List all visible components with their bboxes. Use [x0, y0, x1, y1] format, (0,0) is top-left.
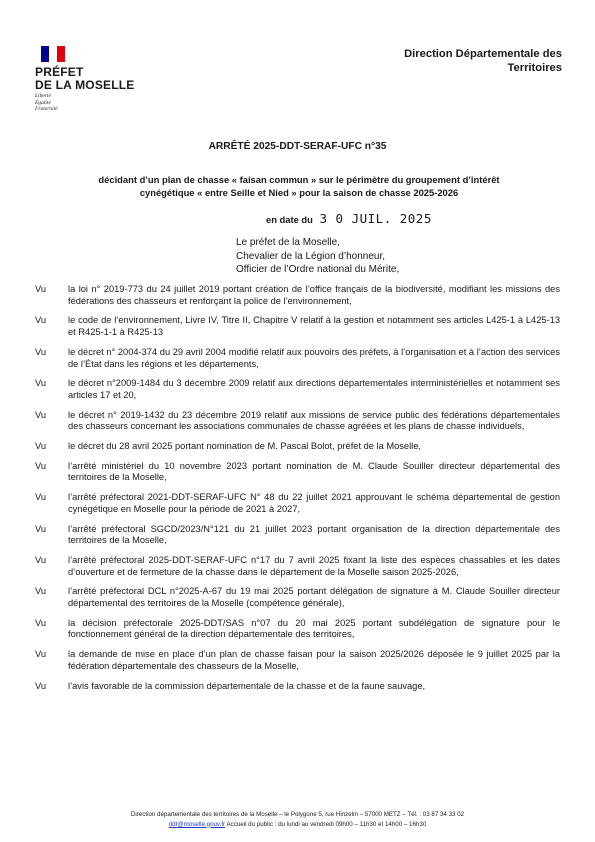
vu-item [35, 378, 560, 401]
footer-contact [0, 820, 595, 830]
footer-hours: Accueil du public : du lundi au vendredi 09h00 – 11h30 et 14h00 – 16h30 [226, 820, 427, 828]
vu-label: Vu [35, 409, 47, 420]
motto-egalite: Égalité [35, 99, 51, 106]
arrete-subject [64, 174, 534, 199]
vu-text: le décret n° 2019-1432 du 23 décembre 2019 relatif aux missions de service public des fédérations départementales des chasseurs concernant les associations communales de chasse agréées et les plans de chasse individuels, [68, 409, 560, 432]
vu-text: la demande de mise en place d’un plan de chasse faisan pour la saison 2025/2026 déposée le 9 juillet 2025 par la fédération départementale des chasseurs de la Moselle, [68, 649, 560, 671]
vu-item [35, 441, 560, 453]
vu-label: Vu [35, 492, 47, 503]
vu-text: le décret n° 2004-374 du 29 avril 2004 modifié relatif aux pouvoirs des préfets, à l’organisation et à l’action des services de l’État dans les régions et les départements, [68, 346, 560, 369]
vu-text: l’arrêté ministériel du 10 novembre 2023 portant nomination de M. Claude Souiller directeur départemental des territoires de la Moselle, [68, 460, 560, 483]
vu-item [35, 315, 560, 338]
vu-label: Vu [35, 523, 47, 534]
direction-line-2: Territoires [507, 61, 562, 74]
prefect-line-2: Chevalier de la Légion d’honneur, [236, 250, 385, 262]
vu-item [35, 618, 560, 641]
motto-liberte: Liberté [35, 93, 51, 99]
vu-item [35, 555, 560, 578]
vu-item [35, 284, 560, 307]
footer-address: Direction départementale des territoires de la Moselle – le Polygone 5, rue Hinzelin – 57000 METZ – Tél. : 03 87 34 33 02 [130, 811, 465, 818]
motto-fraternite: Fraternité [35, 106, 58, 112]
vu-item [35, 681, 560, 693]
vu-label: Vu [35, 617, 47, 628]
footer [0, 810, 595, 829]
vu-item [35, 410, 560, 433]
issuing-direction [342, 48, 562, 75]
arrete-date [266, 211, 432, 226]
vu-text: l’arrêté préfectoral SGCD/2023/N°121 du 21 juillet 2023 portant organisation de la direction départementale des territoires de la Moselle, [68, 523, 560, 546]
vu-item [35, 586, 560, 609]
vu-item [35, 492, 560, 515]
vu-label: Vu [35, 586, 47, 597]
vu-item [35, 461, 560, 484]
prefect-line-1: Le préfet de la Moselle, [236, 237, 340, 248]
french-flag-icon [35, 46, 69, 62]
vu-item [35, 524, 560, 547]
vu-text: l’avis favorable de la commission départementale de la chasse et de la faune sauvage, [68, 680, 426, 691]
vu-text: le décret du 28 avril 2025 portant nomination de M. Pascal Bolot, préfet de la Moselle, [68, 441, 421, 452]
date-label: en date du [266, 214, 313, 225]
vu-label: Vu [35, 315, 47, 326]
prefet-line-2: DE LA MOSELLE [35, 77, 135, 92]
prefect-line-3: Officier de l’Ordre national du Mérite, [236, 264, 400, 275]
arrete-title: ARRÊTÉ 2025-DDT-SERAF-UFC n°35 [208, 141, 387, 152]
vu-text: l’arrêté préfectoral 2025-DDT-SERAF-UFC n°17 du 7 avril 2025 fixant la liste des espèces chassables et les dates d’ouverture et de fermeture de la chasse dans le département de la Moselle saison 2025-2026, [68, 554, 560, 577]
vu-text: le décret n°2009-1484 du 3 décembre 2009 relatif aux directions départementales interministérielles et notamment ses articles 17 et 20, [68, 378, 560, 400]
vu-text: l’arrêté préfectoral 2021-DDT-SERAF-UFC N° 48 du 22 juillet 2021 approuvant le schéma départemental de gestion cynégétique en Moselle pour la période de 2021 à 2027, [68, 492, 560, 514]
vu-item [35, 649, 560, 672]
direction-line-1: Direction Départementale des [404, 48, 562, 60]
vu-label: Vu [35, 649, 47, 660]
vu-list [35, 284, 560, 700]
vu-text: la loi n° 2019-773 du 24 juillet 2019 portant création de l’office français de la biodiversité, modifiant les missions des fédérations des chasseurs et renforçant la police de l’environnement, [68, 284, 560, 306]
vu-text: la décision préfectorale 2025-DDT/SAS n°07 du 20 mai 2025 portant subdélégation de signature pour le fonctionnement général de la direction départementale des territoires, [68, 617, 560, 640]
vu-label: Vu [35, 680, 47, 691]
footer-email-link[interactable]: ddt@moselle.gouv.fr [168, 820, 226, 828]
republic-motto [35, 93, 155, 113]
vu-label: Vu [35, 441, 47, 452]
vu-label: Vu [35, 554, 47, 565]
subject-line-2: cynégétique « entre Seille et Nied » pour la saison de chasse 2025-2026 [139, 186, 459, 198]
vu-text: l’arrêté préfectoral DCL n°2025-A-67 du 19 mai 2025 portant délégation de signature à M. Claude Souiller directeur départemental des territoires de la Moselle (compétence générale), [68, 586, 560, 609]
vu-item [35, 347, 560, 370]
vu-label: Vu [35, 378, 47, 389]
subject-line-1: décidant d’un plan de chasse « faisan commun » sur le périmètre du groupement d’intérêt [98, 174, 500, 185]
prefet-logo [35, 46, 155, 113]
vu-text: le code de l’environnement, Livre IV, Titre II, Chapitre V relatif à la gestion et notamment ses articles L425-1 à L425-13 et R425-1-1 à R425-13 [68, 315, 560, 338]
prefet-line-1: PRÉFET [35, 65, 84, 79]
vu-label: Vu [35, 460, 47, 471]
vu-label: Vu [35, 346, 47, 357]
prefect-titles [236, 236, 576, 277]
vu-label: Vu [35, 284, 47, 294]
date-stamp: 3 0 JUIL. 2025 [319, 211, 432, 226]
